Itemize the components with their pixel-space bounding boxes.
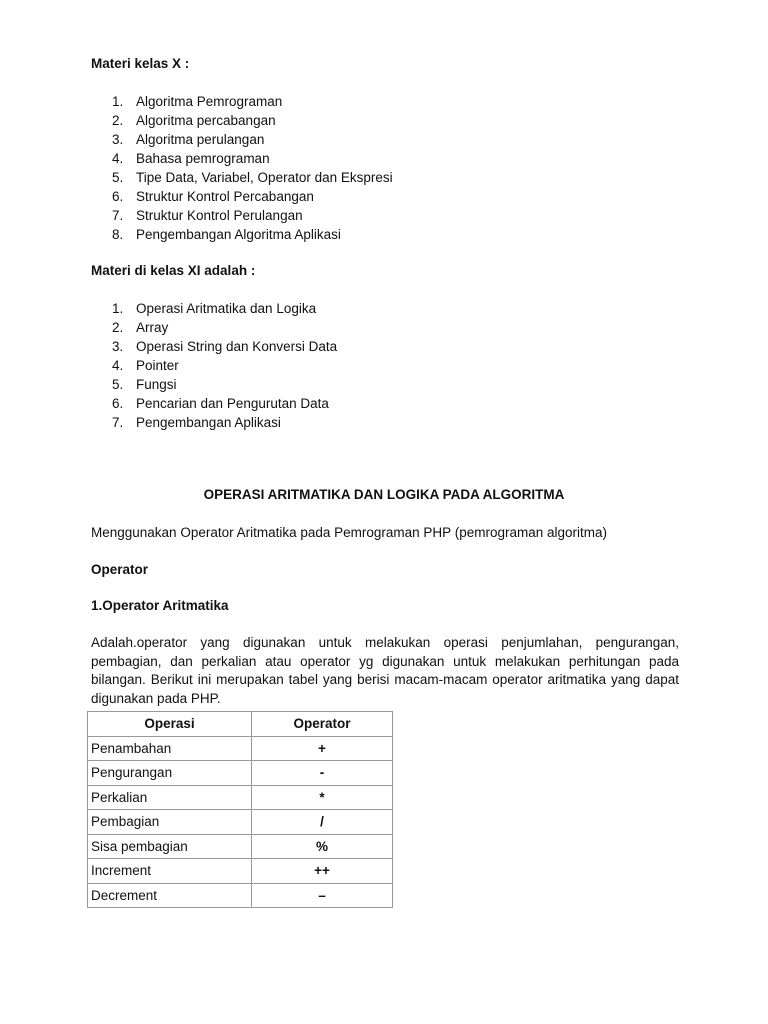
list-item	[112, 375, 337, 394]
list-item-text: Pengembangan Algoritma Aplikasi	[136, 227, 341, 242]
operator-cell: /	[252, 810, 393, 835]
list-item	[112, 206, 393, 225]
kelas-x-heading: Materi kelas X :	[91, 56, 190, 71]
operasi-cell: Perkalian	[88, 785, 252, 810]
list-item	[112, 111, 393, 130]
table-row	[88, 810, 393, 835]
list-item	[112, 92, 393, 111]
operasi-cell: Increment	[88, 859, 252, 884]
operator-cell: ++	[252, 859, 393, 884]
list-item	[112, 337, 337, 356]
table-header-row	[88, 712, 393, 737]
kelas-x-list	[112, 92, 393, 244]
list-item	[112, 356, 337, 375]
aritmatika-heading: 1.Operator Aritmatika	[91, 598, 229, 613]
operator-cell: +	[252, 736, 393, 761]
list-item-text: Tipe Data, Variabel, Operator dan Ekspresi	[136, 170, 393, 185]
intro-text: Menggunakan Operator Aritmatika pada Pemrograman PHP (pemrograman algoritma)	[91, 525, 607, 540]
list-item-text: Pencarian dan Pengurutan Data	[136, 396, 329, 411]
header-operasi: Operasi	[88, 712, 252, 737]
header-operator: Operator	[252, 712, 393, 737]
description-paragraph: Adalah.operator yang digunakan untuk melakukan operasi penjumlahan, pengurangan, pembagian, dan perkalian atau operator yg digunakan untuk melakukan perhitungan pada bilangan. Berikut ini merupakan tabel yang berisi macam-macam operator aritmatika yang dapat digunakan pada PHP.	[91, 635, 679, 706]
list-item-number: 8.	[112, 227, 124, 242]
list-item	[112, 394, 337, 413]
list-item-number: 6.	[112, 396, 124, 411]
list-item-text: Pointer	[136, 358, 179, 373]
table-row	[88, 859, 393, 884]
operasi-cell: Sisa pembagian	[88, 834, 252, 859]
operasi-cell: Penambahan	[88, 736, 252, 761]
list-item	[112, 225, 393, 244]
list-item	[112, 149, 393, 168]
list-item	[112, 413, 337, 432]
list-item-text: Algoritma Pemrograman	[136, 94, 283, 109]
table-row	[88, 883, 393, 908]
list-item-number: 4.	[112, 151, 124, 166]
list-item-number: 5.	[112, 170, 124, 185]
operator-cell: %	[252, 834, 393, 859]
list-item-text: Bahasa pemrograman	[136, 151, 270, 166]
kelas-xi-heading: Materi di kelas XI adalah :	[91, 263, 256, 278]
list-item-text: Algoritma percabangan	[136, 113, 276, 128]
kelas-xi-list	[112, 299, 337, 432]
list-item-number: 5.	[112, 377, 124, 392]
operator-table	[87, 711, 393, 908]
table-row	[88, 834, 393, 859]
list-item	[112, 318, 337, 337]
list-item-text: Fungsi	[136, 377, 177, 392]
list-item-number: 7.	[112, 208, 124, 223]
list-item-text: Operasi Aritmatika dan Logika	[136, 301, 317, 316]
list-item-number: 1.	[112, 301, 124, 316]
operator-cell: –	[252, 883, 393, 908]
list-item-number: 4.	[112, 358, 124, 373]
list-item-number: 2.	[112, 113, 124, 128]
list-item-number: 2.	[112, 320, 124, 335]
list-item	[112, 187, 393, 206]
operator-cell: -	[252, 761, 393, 786]
list-item-text: Algoritma perulangan	[136, 132, 265, 147]
operator-cell: *	[252, 785, 393, 810]
operasi-cell: Pembagian	[88, 810, 252, 835]
list-item	[112, 168, 393, 187]
table-row	[88, 761, 393, 786]
list-item-text: Struktur Kontrol Perulangan	[136, 208, 303, 223]
list-item	[112, 130, 393, 149]
list-item	[112, 299, 337, 318]
list-item-text: Struktur Kontrol Percabangan	[136, 189, 314, 204]
list-item-text: Operasi String dan Konversi Data	[136, 339, 338, 354]
list-item-number: 3.	[112, 339, 124, 354]
list-item-number: 6.	[112, 189, 124, 204]
table-body	[88, 736, 393, 908]
list-item-number: 7.	[112, 415, 124, 430]
operator-heading: Operator	[91, 562, 149, 577]
table-row	[88, 736, 393, 761]
operasi-cell: Pengurangan	[88, 761, 252, 786]
list-item-text: Pengembangan Aplikasi	[136, 415, 281, 430]
list-item-number: 1.	[112, 94, 124, 109]
operasi-cell: Decrement	[88, 883, 252, 908]
table-row	[88, 785, 393, 810]
list-item-number: 3.	[112, 132, 124, 147]
section-title: OPERASI ARITMATIKA DAN LOGIKA PADA ALGORITMA	[203, 487, 565, 502]
list-item-text: Array	[136, 320, 169, 335]
